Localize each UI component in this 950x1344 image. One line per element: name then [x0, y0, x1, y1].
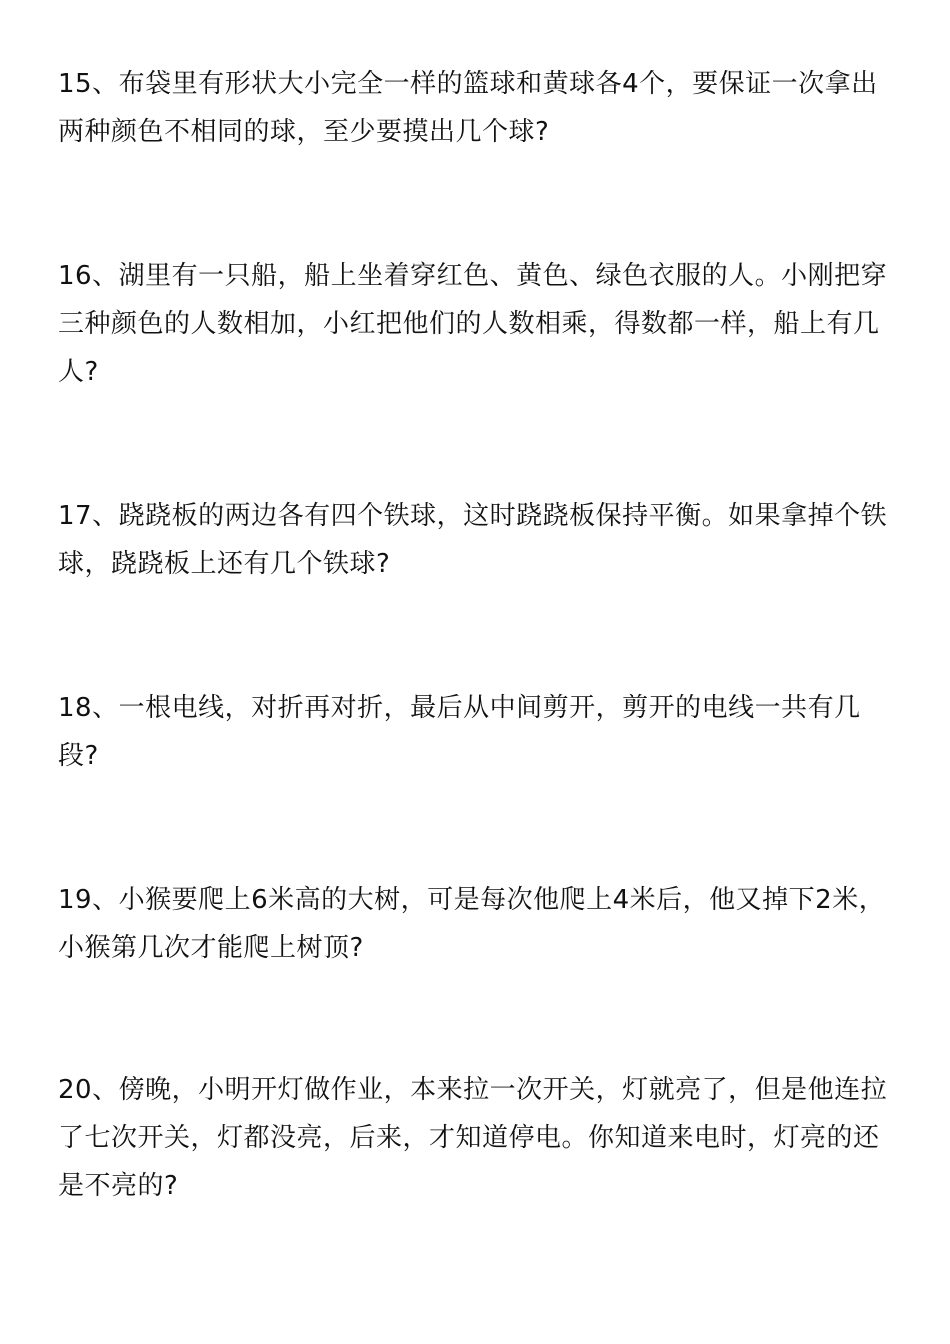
question-20: [58, 1066, 893, 1210]
question-text: 傍晚，小明开灯做作业，本来拉一次开关，灯就亮了，但是他连拉了七次开关，灯都没亮，后来，才知道停电。你知道来电时，灯亮的还是不亮的?: [58, 1075, 888, 1201]
question-16: [58, 252, 893, 396]
question-text: 湖里有一只船，船上坐着穿红色、黄色、绿色衣服的人。小刚把穿三种颜色的人数相加，小红把他们的人数相乘，得数都一样，船上有几人?: [58, 261, 888, 387]
question-number: 17、: [58, 501, 119, 531]
question-text: 一根电线，对折再对折，最后从中间剪开，剪开的电线一共有几段?: [58, 693, 861, 771]
question-19: [58, 876, 893, 972]
question-18: [58, 684, 893, 780]
question-text: 跷跷板的两边各有四个铁球，这时跷跷板保持平衡。如果拿掉个铁球，跷跷板上还有几个铁球?: [58, 501, 888, 579]
question-text: 小猴要爬上6米高的大树，可是每次他爬上4米后，他又掉下2米，小猴第几次才能爬上树顶?: [58, 885, 886, 963]
question-text: 布袋里有形状大小完全一样的篮球和黄球各4个，要保证一次拿出两种颜色不相同的球，至少要摸出几个球?: [58, 69, 878, 147]
question-number: 15、: [58, 69, 119, 99]
question-number: 18、: [58, 693, 119, 723]
question-17: [58, 492, 893, 588]
question-number: 16、: [58, 261, 119, 291]
question-number: 19、: [58, 885, 119, 915]
question-15: [58, 60, 893, 156]
question-number: 20、: [58, 1075, 119, 1105]
